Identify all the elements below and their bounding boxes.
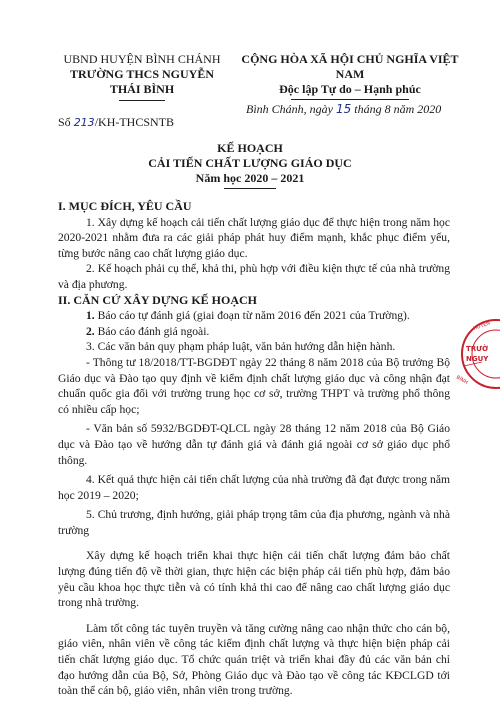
svg-text:NGUY: NGUY	[466, 355, 489, 363]
place-date	[246, 102, 446, 117]
section-1-heading: I. MỤC ĐÍCH, YÊU CẦU	[58, 199, 192, 213]
section-2-item-3a: - Thông tư 18/2018/TT-BGDĐT ngày 22 tháng 8 năm 2018 của Bộ trưởng Bộ Giáo dục và Đào tạo quy định về kiểm định chất lượng giáo dục và công nhận đạt chuẩn quốc gia đối với trường trung học cơ sở, trường THPT và trường phổ thông có nhiều cấp học;	[58, 355, 450, 416]
motto-underline	[291, 99, 409, 100]
section-2-paragraph-b: Làm tốt công tác tuyên truyền và tăng cường nâng cao nhận thức cho cán bộ, giáo viên, nhân viên về công tác kiểm định chất lượng và thực hiện biện pháp cải tiến chất lượng giáo dục. Tổ chức quán triệt và triển khai đầy đủ các văn bản chỉ đạo hướng dẫn của Bộ, Sở, Phòng Giáo dục và Đào tạo về công tác KĐCLGD tới toàn thể cán bộ, giáo viên, nhân viên trong trường.	[58, 621, 450, 698]
seal-graphic	[452, 318, 500, 390]
item-1-text: Báo cáo tự đánh giá (giai đoạn từ năm 2016 đến 2021 của Trường).	[94, 309, 410, 323]
school-seal-stamp	[452, 318, 500, 390]
nation-line-2: Độc lập Tự do – Hạnh phúc	[279, 82, 421, 96]
section-2-item-4: 4. Kết quả thực hiện cải tiến chất lượng của nhà trường đã đạt được trong năm học 2019 – 2020;	[58, 473, 450, 502]
issuing-org-block	[52, 52, 232, 101]
svg-text:HUYỆN: HUYỆN	[472, 320, 492, 332]
org-line-3: THÁI BÌNH	[109, 82, 175, 96]
section-2-heading: II. CĂN CỨ XÂY DỰNG KẾ HOẠCH	[58, 292, 257, 307]
place-date-before: Bình Chánh, ngày	[246, 102, 336, 116]
svg-text:BÌNH: BÌNH	[455, 374, 469, 386]
section-2-item-3b: - Văn bản số 5932/BGDĐT-QLCL ngày 28 tháng 12 năm 2018 của Bộ Giáo dục và Đào tạo về hướng dẫn tự đánh giá và đánh giá ngoài cơ sở giáo dục phổ thông.	[58, 422, 450, 467]
handwritten-day: 15	[336, 102, 352, 116]
place-date-after: tháng 8 năm 2020	[351, 102, 442, 116]
org-underline	[119, 100, 165, 101]
svg-text:TRƯỜ: TRƯỜ	[466, 345, 489, 353]
doc-number-prefix: Số	[58, 115, 74, 129]
document-body	[58, 199, 450, 699]
doc-number-suffix: /KH-THCSNTB	[94, 115, 175, 129]
document-number	[58, 115, 174, 130]
title-line-3: Năm học 2020 – 2021	[195, 171, 305, 185]
section-1-paragraph-2: 2. Kế hoạch phải cụ thể, khả thi, phù hợp với điều kiện thực tế của nhà trường và địa phương.	[58, 262, 450, 291]
title-line-1: KẾ HOẠCH	[217, 141, 283, 155]
item-2-text: Báo cáo đánh giá ngoài.	[94, 324, 210, 338]
item-1-number: 1.	[86, 309, 95, 323]
document-title	[0, 141, 500, 189]
handwritten-doc-number: 213	[73, 116, 95, 129]
nation-line-1: CỘNG HÒA XÃ HỘI CHỦ NGHĨA VIỆT NAM	[241, 52, 459, 81]
section-2-item-3: 3. Các văn bản quy phạm pháp luật, văn bản hướng dẫn hiện hành.	[86, 340, 396, 354]
section-2-item-2	[58, 324, 450, 340]
national-motto-block	[235, 52, 465, 100]
org-line-2: TRƯỜNG THCS NGUYỄN	[69, 67, 215, 81]
item-2-number: 2.	[86, 324, 95, 338]
org-line-1: UBND HUYỆN BÌNH CHÁNH	[63, 52, 221, 66]
section-2-paragraph-a: Xây dựng kế hoạch triển khai thực hiện cải tiến chất lượng đảm bảo chất lượng đúng tiến độ về thời gian, thực hiện các biện pháp cải tiến phù hợp, đảm bảo yêu cầu khoa học thực tiễn và có tính khả thi cao để nâng cao chất lượng giáo dục trong nhà trường.	[58, 549, 450, 610]
title-underline	[224, 188, 276, 189]
section-1-paragraph-1: 1. Xây dựng kế hoạch cải tiến chất lượng giáo dục để thực hiện trong năm học 2020-2021 nhằm đưa ra các giải pháp phát huy điểm mạnh, khắc phục điểm yếu, từng bước nâng cao chất lượng giáo dục.	[58, 215, 450, 260]
title-line-2: CẢI TIẾN CHẤT LƯỢNG GIÁO DỤC	[148, 156, 352, 170]
section-2-item-5: 5. Chủ trương, định hướng, giải pháp trọng tâm của địa phương, ngành và nhà trường	[58, 508, 450, 537]
section-2-item-1	[58, 308, 450, 324]
